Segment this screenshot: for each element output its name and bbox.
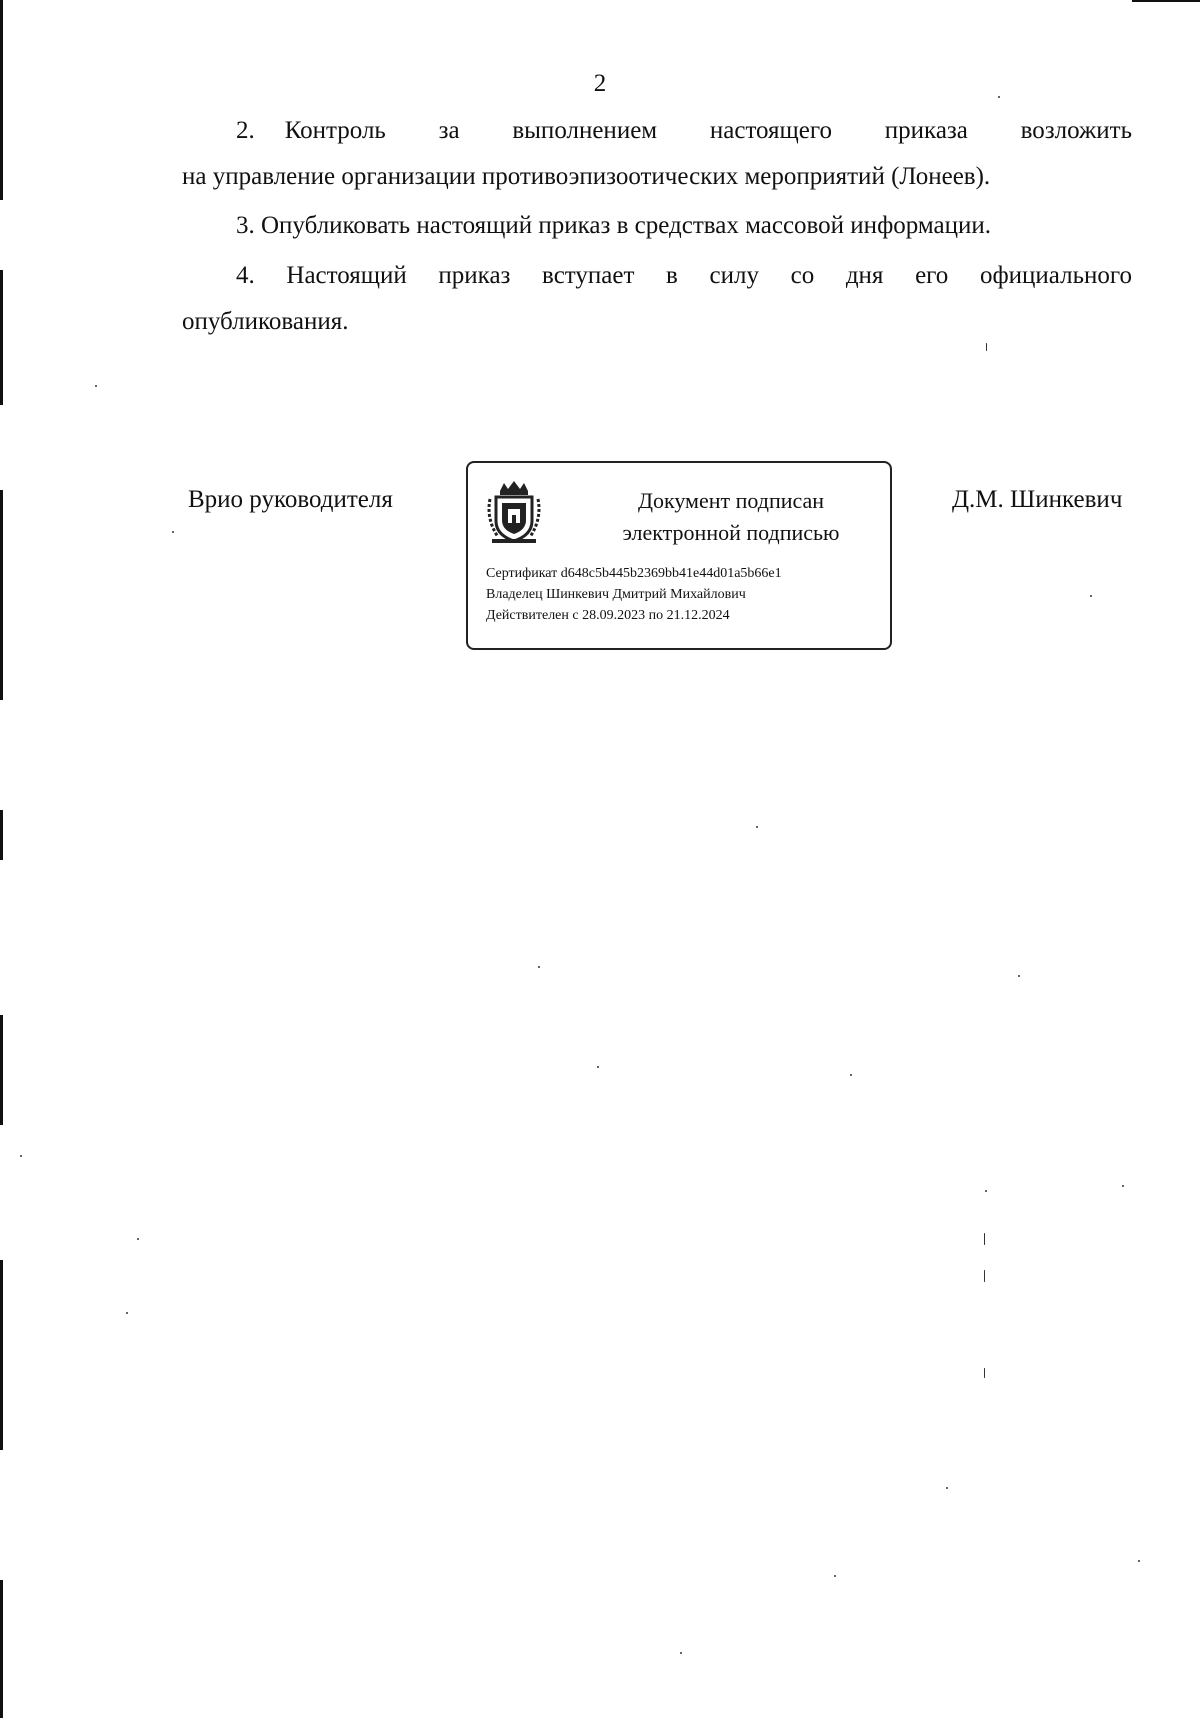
scan-speck xyxy=(984,1368,985,1378)
paragraph-3 xyxy=(182,203,1132,249)
paragraph-2-line-1 xyxy=(182,108,1132,154)
paragraph-2-number: 2. xyxy=(236,117,255,144)
scan-speck xyxy=(126,1312,128,1314)
scan-speck xyxy=(538,966,540,968)
scan-speck xyxy=(1122,1185,1124,1187)
stamp-heading xyxy=(586,485,876,549)
scan-edge-mark xyxy=(0,1015,3,1125)
scan-speck xyxy=(1018,975,1020,977)
scan-speck xyxy=(95,385,97,387)
scan-speck xyxy=(137,1238,139,1240)
scan-speck xyxy=(20,1155,22,1157)
stamp-heading-line-2: электронной подписью xyxy=(622,520,840,545)
scan-speck xyxy=(946,1487,948,1489)
scan-speck xyxy=(597,1066,599,1068)
signer-title: Врио руководителя xyxy=(188,486,393,513)
signer-name: Д.М. Шинкевич xyxy=(952,486,1123,513)
stamp-certificate: Сертификат d648c5b445b2369bb41e44d01a5b66e1 xyxy=(486,566,782,581)
scan-edge-mark xyxy=(0,490,3,700)
paragraph-4-line-1 xyxy=(182,253,1132,299)
paragraph-4-line-2: опубликования. xyxy=(182,308,349,335)
scan-speck xyxy=(834,1575,836,1577)
paragraph-3-text: 3. Опубликовать настоящий приказ в средствах массовой информации. xyxy=(236,212,992,239)
scan-edge-mark xyxy=(0,0,3,200)
electronic-signature-stamp xyxy=(466,461,892,650)
scan-top-line xyxy=(1132,0,1200,2)
scan-edge-mark xyxy=(0,1260,3,1450)
scan-speck xyxy=(984,1270,985,1282)
scan-speck xyxy=(172,531,174,533)
scan-edge-mark xyxy=(0,1580,3,1718)
stamp-owner: Владелец Шинкевич Дмитрий Михайлович xyxy=(486,587,746,602)
paragraph-4-text-start: 4. Настоящий приказ вступает в силу со дня его официального xyxy=(236,262,1132,289)
stamp-heading-line-1: Документ подписан xyxy=(637,488,825,513)
stamp-details xyxy=(486,563,782,626)
coat-of-arms-icon xyxy=(486,479,542,545)
stamp-validity: Действителен с 28.09.2023 по 21.12.2024 xyxy=(486,608,730,623)
scan-speck xyxy=(680,1652,682,1654)
scan-speck xyxy=(756,826,758,828)
page-number: 2 xyxy=(593,70,607,97)
scan-speck xyxy=(985,1190,987,1192)
scan-speck xyxy=(1138,1560,1140,1562)
scan-speck xyxy=(984,1233,985,1245)
paragraph-2-line-2: на управление организации противоэпизоотических мероприятий (Лонеев). xyxy=(182,163,991,190)
scan-speck xyxy=(850,1074,852,1076)
scan-edge-mark xyxy=(0,810,3,860)
scan-edge-mark xyxy=(0,270,3,405)
scan-speck xyxy=(1090,595,1092,597)
paragraph-2-text-start: Контроль за выполнением настоящего приказа возложить xyxy=(284,117,1132,144)
